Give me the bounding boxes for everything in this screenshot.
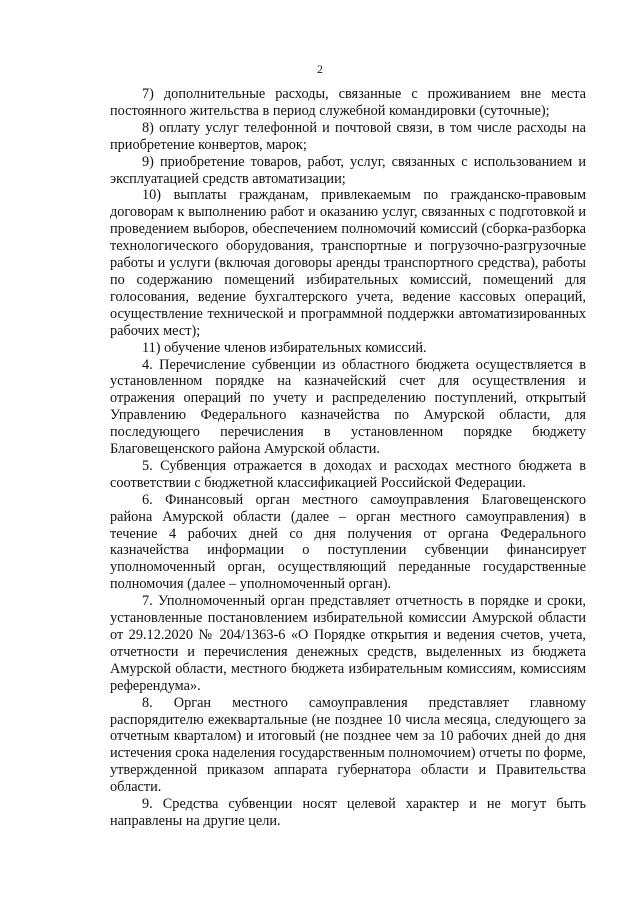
paragraph-clause-6: 6. Финансовый орган местного самоуправления Благовещенского района Амурской области (далее – орган местного самоуправления) в течение 4 рабочих дней со дня получения от органа Федерального казначейства информации о поступлении субвенции финансирует уполномоченный орган, осуществляющий переданные государственные полномочия (далее – уполномоченный орган). [110, 491, 586, 593]
paragraph-item-11: 11) обучение членов избирательных комиссий. [142, 339, 427, 356]
paragraph-item-10: 10) выплаты гражданам, привлекаемым по гражданско-правовым договорам к выполнению работ и оказанию услуг, связанных с подготовкой и проведением выборов, обеспечением полномочий комиссий (сборка-разборка технологического оборудования, транспортные и погрузочно-разгрузочные работы и услуги (включая договоры аренды транспортного средства), работы по содержанию помещений избирательных комиссий, помещений для голосования, ведение бухгалтерского учета, ведение кассовых операций, осуществление технической и программной поддержки автоматизированных рабочих мест); [110, 187, 586, 339]
paragraph-clause-9: 9. Средства субвенции носят целевой характер и не могут быть направлены на другие цели. [110, 796, 586, 829]
paragraph-clause-7: 7. Уполномоченный орган представляет отчетность в порядке и сроки, установленные постановлением избирательной комиссии Амурской области от 29.12.2020 № 204/1363-6 «О Порядке открытия и ведения счетов, учета, отчетности и перечисления денежных средств, выделенных из бюджета Амурской области, местного бюджета избирательным комиссиям, комиссиям референдума». [110, 593, 586, 694]
paragraph-clause-5: 5. Субвенция отражается в доходах и расходах местного бюджета в соответствии с бюджетной классификацией Российской Федерации. [110, 457, 586, 491]
document-body [110, 86, 586, 830]
paragraph-item-7: 7) дополнительные расходы, связанные с проживанием вне места постоянного жительства в период служебной командировки (суточные); [110, 86, 586, 119]
paragraph-clause-8: 8. Орган местного самоуправления представляет главному распорядителю ежеквартальные (не позднее 10 числа месяца, следующего за отчетным кварталом) и итоговый (не позднее чем за 10 рабочих дней до дня истечения срока наделения государственным полномочием) отчеты по форме, утвержденной приказом аппарата губернатора области и Правительства области. [110, 694, 586, 796]
paragraph-item-8: 8) оплату услуг телефонной и почтовой связи, в том числе расходы на приобретение конвертов, марок; [110, 119, 586, 153]
page-number: 2 [317, 62, 323, 76]
paragraph-item-9: 9) приобретение товаров, работ, услуг, связанных с использованием и эксплуатацией средств автоматизации; [110, 153, 586, 187]
paragraph-clause-4: 4. Перечисление субвенции из областного бюджета осуществляется в установленном порядке на казначейский счет для осуществления и отражения операций по учету и распределению поступлений, открытый Управлению Федерального казначейства по Амурской области, для последующего перечисления в установленном порядке бюджету Благовещенского района Амурской области. [110, 356, 586, 458]
